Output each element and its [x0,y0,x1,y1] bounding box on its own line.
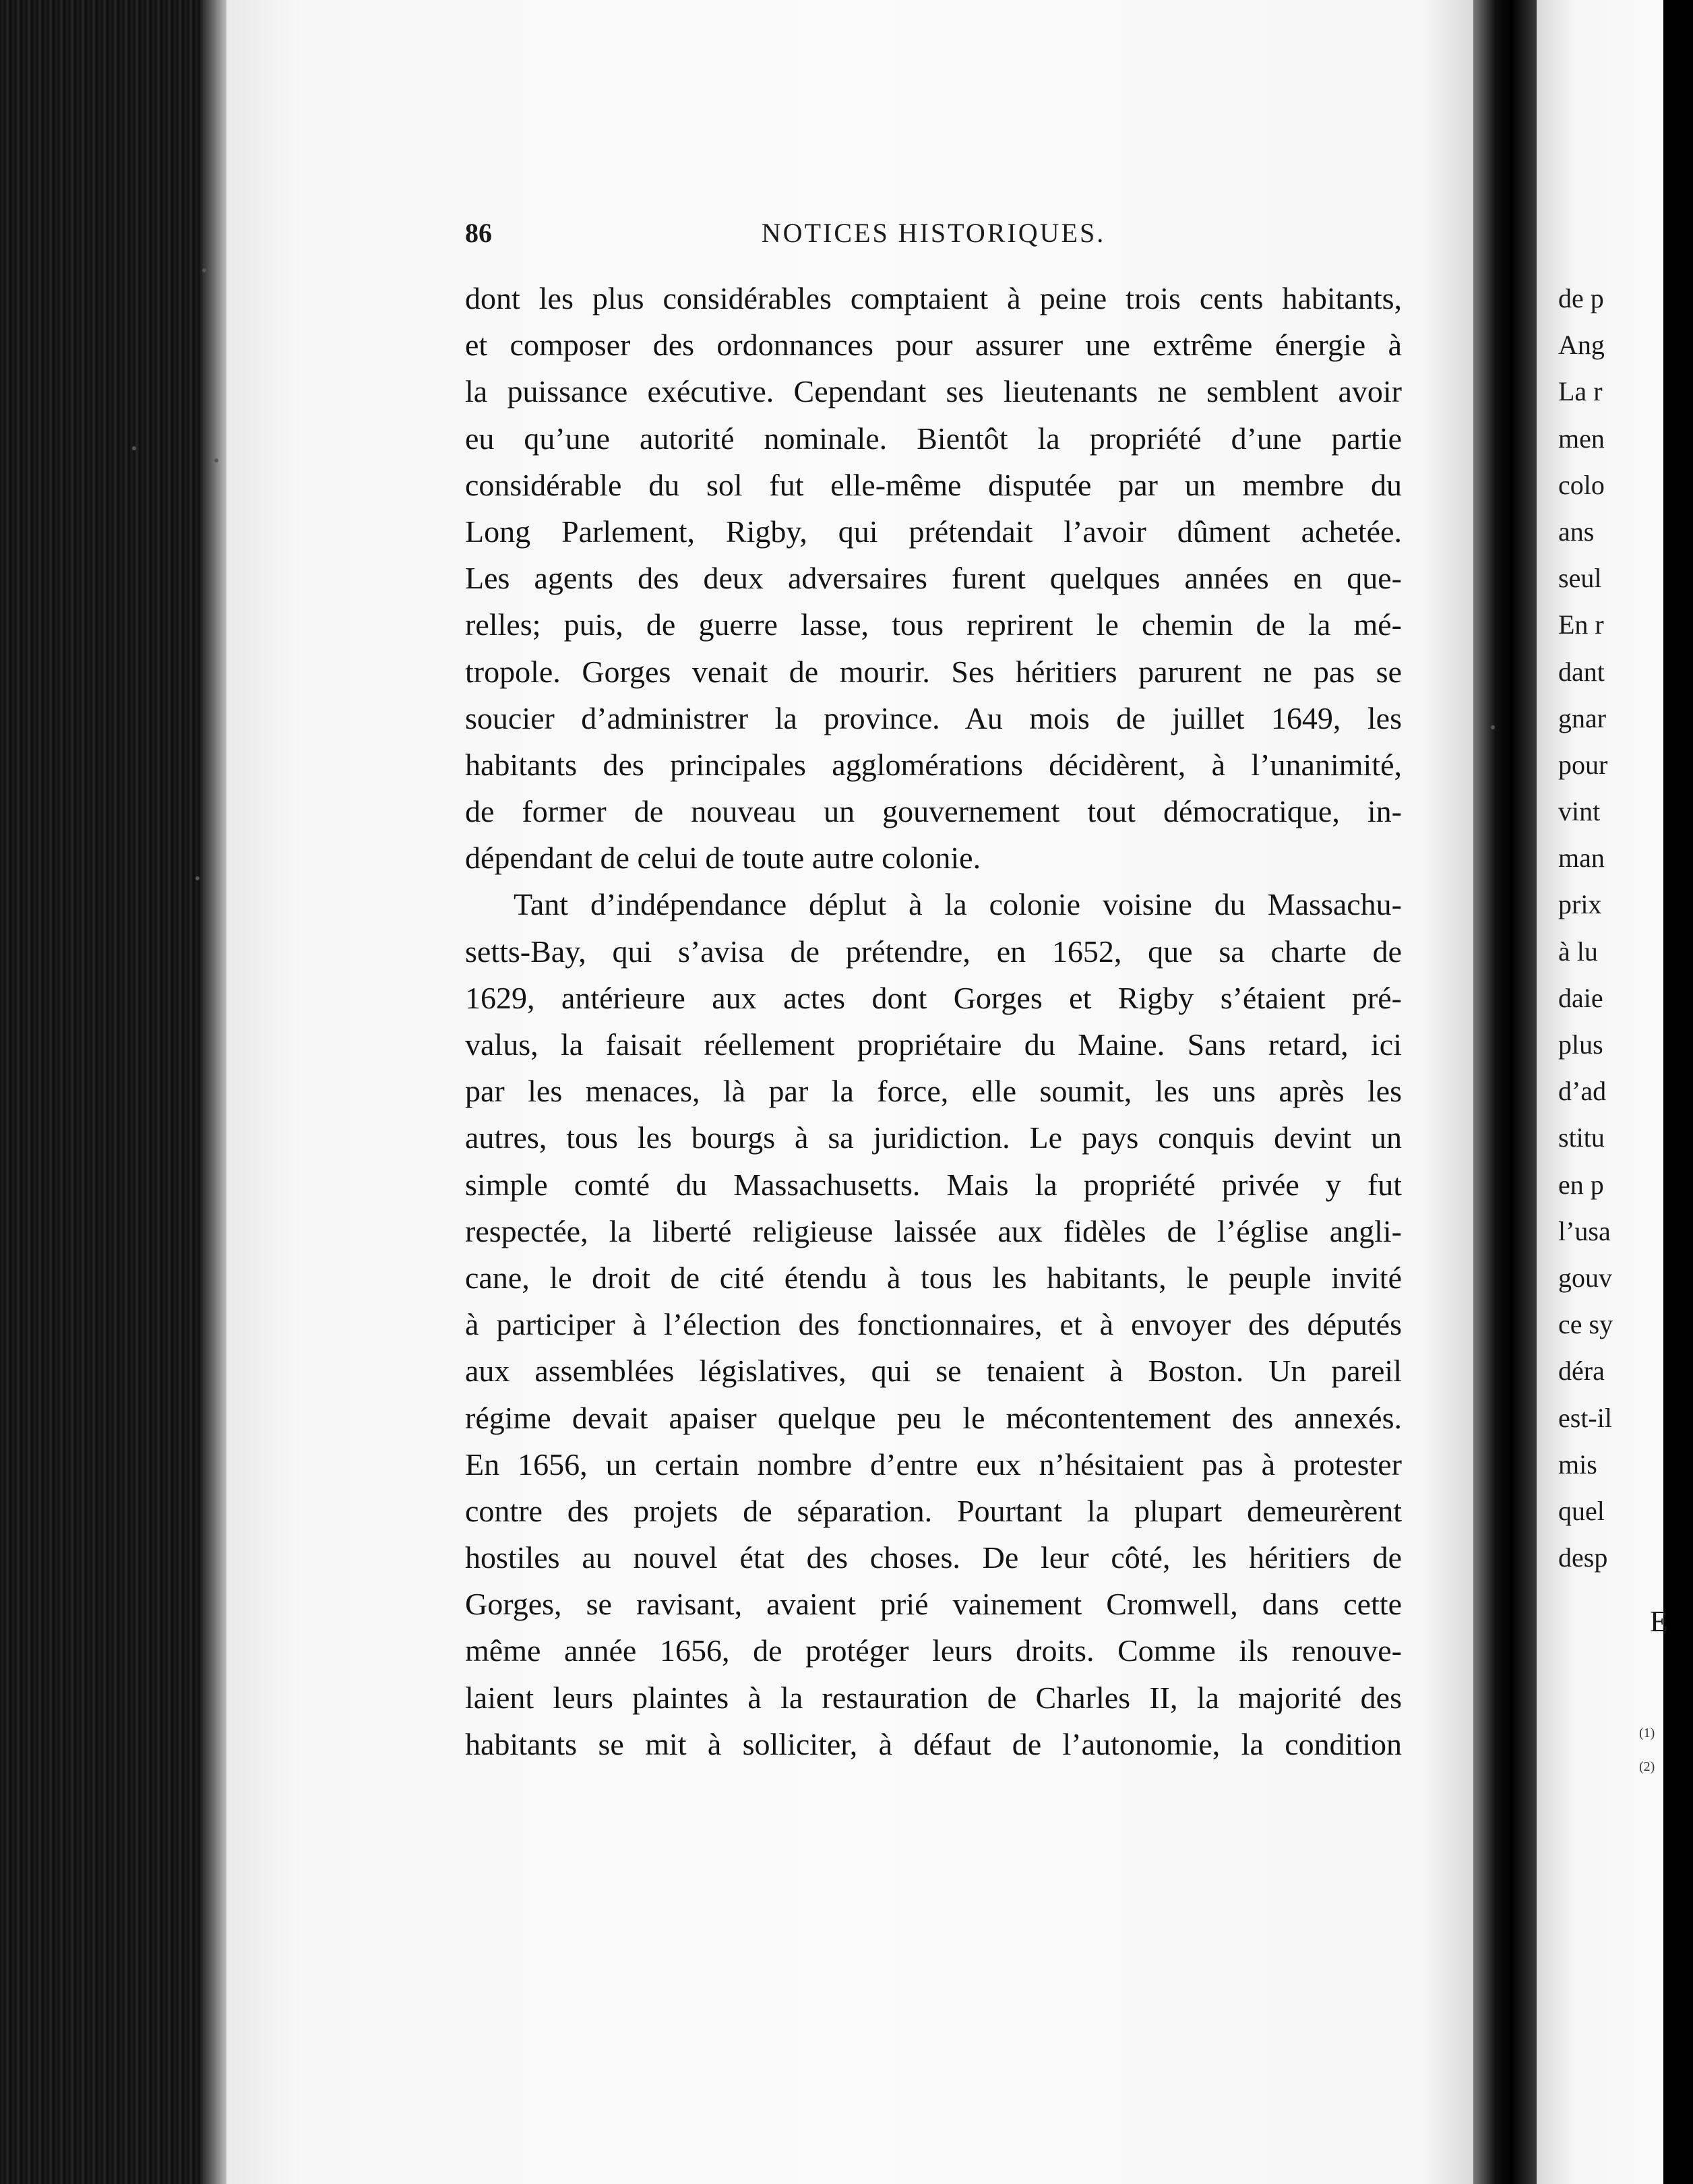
next-page-note-marker: (1) [1639,1726,1655,1740]
next-page-line: l’usa [1558,1215,1611,1246]
text-line: considérable du sol fut elle-même disputée par un membre du [465,467,1402,502]
next-page-note-marker: (2) [1639,1759,1655,1774]
next-page-line: ans [1558,516,1595,547]
text-line: 1629, antérieure aux actes dont Gorges et Rigby s’étaient pré- [465,980,1402,1015]
next-page-text [1558,275,1693,1581]
next-page-line: mis [1558,1449,1597,1480]
text-line: habitants se mit à solliciter, à défaut de l’autonomie, la condition [465,1726,1402,1761]
next-page-line: d’ad [1558,1076,1607,1107]
text-line: laient leurs plaintes à la restauration de Charles II, la majorité des [465,1680,1402,1715]
next-page-line: prix [1558,889,1602,920]
scan-speck [195,876,199,880]
text-line: respectée, la liberté religieuse laissée aux fidèles de l’église angli- [465,1213,1402,1248]
text-line: contre des projets de séparation. Pourtant la plupart demeurèrent [465,1493,1402,1528]
text-line: Les agents des deux adversaires furent quelques années en que- [465,561,1402,596]
next-page-line: en p [1558,1169,1604,1200]
running-head: NOTICES HISTORIQUES. [761,218,1106,248]
next-page-line: quel [1558,1495,1605,1526]
next-page-line: daie [1558,982,1603,1013]
book-binding [0,0,229,2184]
text-line: de former de nouveau un gouvernement tout démocratique, in- [465,794,1402,829]
next-page-line: seul [1558,563,1602,594]
next-page-line: gouv [1558,1262,1612,1293]
text-line: Long Parlement, Rigby, qui prétendait l’avoir dûment achetée. [465,514,1402,549]
text-line: hostiles au nouvel état des choses. De leur côté, les héritiers de [465,1540,1402,1575]
next-page-section-letter: E [1650,1605,1668,1638]
text-line: En 1656, un certain nombre d’entre eux n’hésitaient pas à protester [465,1447,1402,1482]
text-line: autres, tous les bourgs à sa juridiction. Le pays conquis devint un [465,1120,1402,1155]
scan-speck [202,268,206,272]
text-line: soucier d’administrer la province. Au mois de juillet 1649, les [465,700,1402,735]
next-page-line: ce sy [1558,1309,1613,1340]
text-line: valus, la faisait réellement propriétaire du Maine. Sans retard, ici [465,1027,1402,1062]
text-line: Gorges, se ravisant, avaient prié vainement Cromwell, dans cette [465,1587,1402,1622]
next-page-line: plus [1558,1029,1603,1060]
scan-speck [132,446,136,450]
next-page-line: Ang [1558,330,1605,361]
next-page-line: man [1558,843,1605,874]
scan-speck [1491,725,1495,729]
text-line: setts-Bay, qui s’avisa de prétendre, en 1652, que sa charte de [465,934,1402,969]
text-line: habitants des principales agglomérations décidèrent, à l’unanimité, [465,747,1402,782]
text-line: à participer à l’élection des fonctionnaires, et à envoyer des députés [465,1307,1402,1342]
next-page-line: desp [1558,1542,1608,1573]
text-line: même année 1656, de protéger leurs droits. Comme ils renouve- [465,1633,1402,1668]
text-line: cane, le droit de cité étendu à tous les habitants, le peuple invité [465,1260,1402,1295]
next-page-line: vint [1558,796,1601,827]
text-line: simple comté du Massachusetts. Mais la propriété privée y fut [465,1167,1402,1202]
page-number: 86 [465,218,492,248]
next-page-line: En r [1558,609,1604,640]
scan-speck [214,458,218,462]
text-line: régime devait apaiser quelque peu le mécontentement des annexés. [465,1400,1402,1435]
text-line: eu qu’une autorité nominale. Bientôt la propriété d’une partie [465,421,1402,456]
next-page-line: est-il [1558,1402,1612,1433]
text-line: et composer des ordonnances pour assurer une extrême énergie à [465,328,1402,363]
next-page-line: dant [1558,656,1605,687]
text-line: dépendant de celui de toute autre colonie. [465,841,981,876]
paragraph-start-line: Tant d’indépendance déplut à la colonie voisine du Massachu- [514,887,1402,922]
next-page-line: pour [1558,749,1608,780]
next-page-line: déra [1558,1356,1605,1387]
text-line: aux assemblées législatives, qui se tenaient à Boston. Un pareil [465,1354,1402,1389]
next-page-line: à lu [1558,936,1598,967]
next-page-line: stitu [1558,1122,1605,1153]
text-line: la puissance exécutive. Cependant ses lieutenants ne semblent avoir [465,374,1402,409]
binding-edge [202,0,229,2184]
next-page-line: colo [1558,469,1605,500]
text-line: tropole. Gorges venait de mourir. Ses héritiers parurent ne pas se [465,654,1402,689]
text-line: dont les plus considérables comptaient à peine trois cents habitants, [465,281,1402,315]
text-line: relles; puis, de guerre lasse, tous reprirent le chemin de la mé- [465,607,1402,642]
body-text [465,275,1402,1767]
next-page-line: de p [1558,283,1604,313]
text-line: par les menaces, là par la force, elle soumit, les uns après les [465,1074,1402,1109]
next-page-line: La r [1558,376,1603,407]
next-page-line: men [1558,423,1605,454]
page-gutter [1473,0,1537,2184]
page-header [465,217,1402,257]
next-page-line: gnar [1558,702,1607,733]
